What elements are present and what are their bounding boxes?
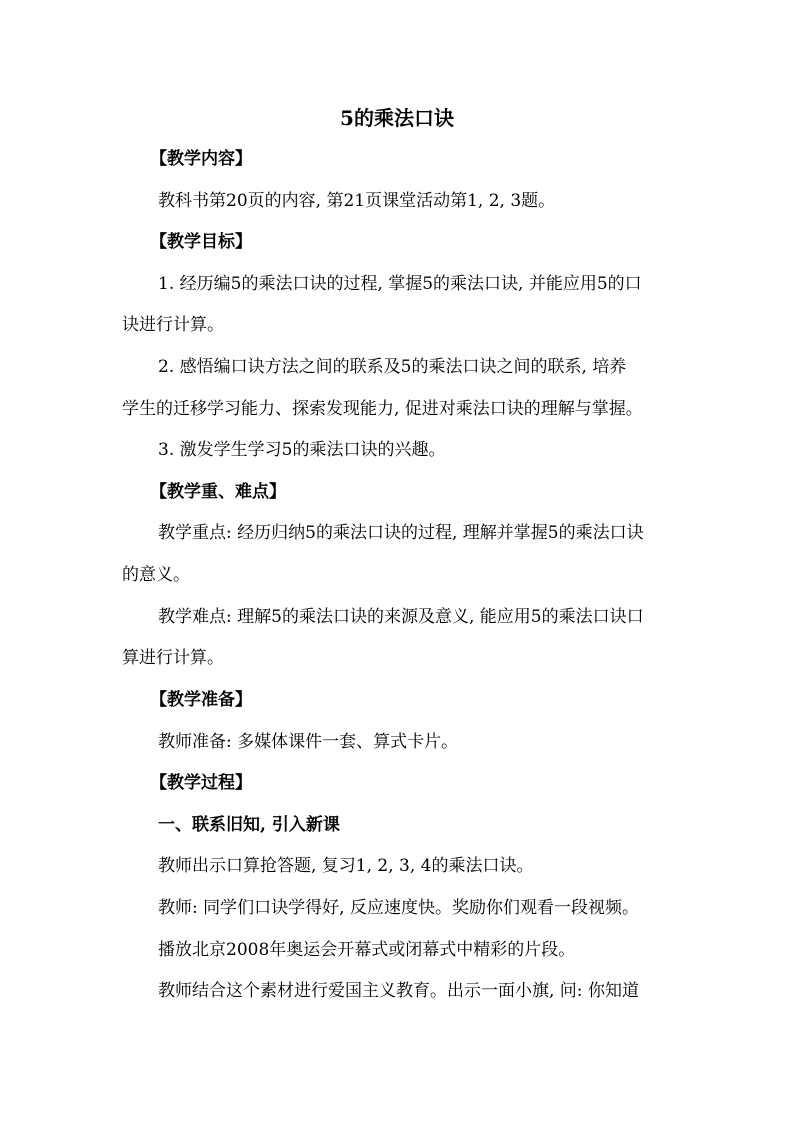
document-title: 5的乘法口诀 xyxy=(340,106,454,130)
section-heading-preparation: 【教学准备】 xyxy=(150,690,252,710)
paragraph-line: 教师结合这个素材进行爱国主义教育。出示一面小旗, 问: 你知道 xyxy=(158,981,639,1001)
paragraph-line: 算进行计算。 xyxy=(122,648,224,668)
paragraph-line: 教师出示口算抢答题, 复习1, 2, 3, 4的乘法口诀。 xyxy=(158,856,534,876)
section-heading-objectives: 【教学目标】 xyxy=(150,232,252,252)
paragraph-line: 教师准备: 多媒体课件一套、算式卡片。 xyxy=(158,732,459,752)
paragraph-line: 教师: 同学们口诀学得好, 反应速度快。奖励你们观看一段视频。 xyxy=(158,898,639,918)
paragraph-line: 教学重点: 经历归纳5的乘法口诀的过程, 理解并掌握5的乘法口诀 xyxy=(158,523,644,543)
paragraph-line: 播放北京2008年奥运会开幕式或闭幕式中精彩的片段。 xyxy=(158,940,576,960)
paragraph-line: 1. 经历编5的乘法口诀的过程, 掌握5的乘法口诀, 并能应用5的口 xyxy=(158,274,642,294)
paragraph-line: 诀进行计算。 xyxy=(122,315,224,335)
paragraph-line: 的意义。 xyxy=(122,565,190,585)
paragraph-line: 学生的迁移学习能力、探索发现能力, 促进对乘法口诀的理解与掌握。 xyxy=(122,399,643,419)
subsection-heading: 一、联系旧知, 引入新课 xyxy=(158,815,340,835)
section-heading-key-points: 【教学重、难点】 xyxy=(150,482,286,502)
section-heading-process: 【教学过程】 xyxy=(150,773,252,793)
paragraph-line: 教科书第20页的内容, 第21页课堂活动第1, 2, 3题。 xyxy=(158,191,556,211)
paragraph-line: 教学难点: 理解5的乘法口诀的来源及意义, 能应用5的乘法口诀口 xyxy=(158,607,644,627)
paragraph-line: 3. 激发学生学习5的乘法口诀的兴趣。 xyxy=(158,440,446,460)
section-heading-content: 【教学内容】 xyxy=(150,149,252,169)
paragraph-line: 2. 感悟编口诀方法之间的联系及5的乘法口诀之间的联系, 培养 xyxy=(158,357,627,377)
